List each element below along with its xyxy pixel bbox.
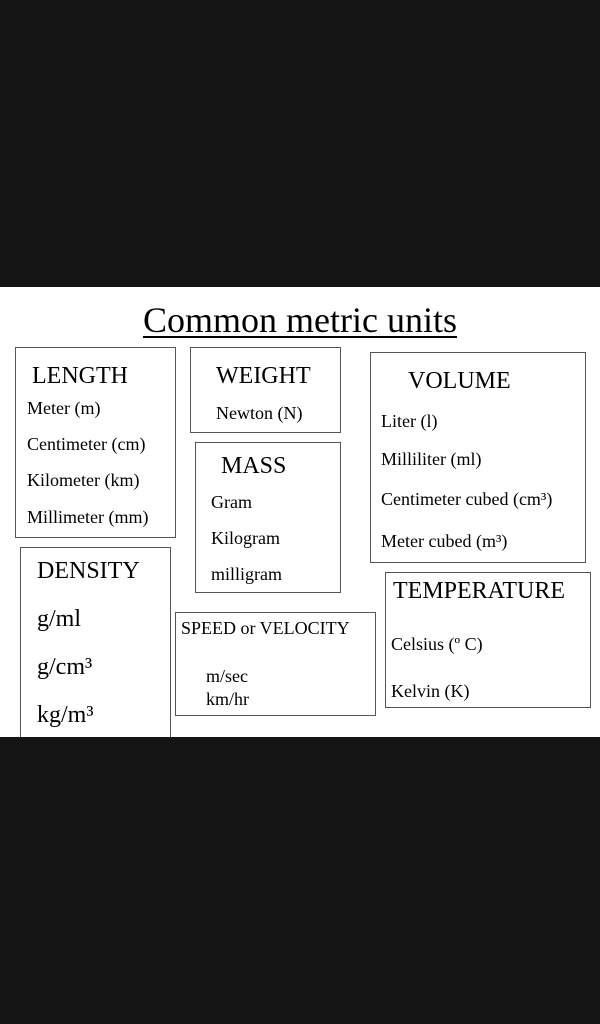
- mass-item: milligram: [211, 564, 282, 584]
- speed-item: m/sec: [206, 666, 248, 686]
- volume-item: Meter cubed (m³): [381, 531, 508, 551]
- length-heading: LENGTH: [32, 363, 128, 389]
- slide-title: Common metric units: [143, 300, 457, 340]
- slide: [0, 287, 600, 737]
- volume-box: [370, 352, 586, 563]
- mass-box: [195, 442, 341, 593]
- temperature-item: Kelvin (K): [391, 681, 470, 701]
- volume-heading: VOLUME: [408, 368, 511, 394]
- volume-item: Milliliter (ml): [381, 449, 482, 469]
- mass-item: Kilogram: [211, 528, 280, 548]
- volume-item: Liter (l): [381, 411, 438, 431]
- length-item: Meter (m): [27, 398, 101, 418]
- density-item: g/cm³: [37, 654, 93, 680]
- density-item: g/ml: [37, 606, 82, 632]
- temperature-heading: TEMPERATURE: [393, 578, 566, 604]
- length-item: Centimeter (cm): [27, 434, 146, 454]
- speed-box: [175, 612, 376, 716]
- weight-item: Newton (N): [216, 403, 303, 423]
- length-box: [15, 347, 176, 538]
- length-item: Millimeter (mm): [27, 507, 149, 527]
- length-item: Kilometer (km): [27, 470, 140, 490]
- weight-box: [190, 347, 341, 433]
- volume-item: Centimeter cubed (cm³): [381, 489, 553, 509]
- weight-heading: WEIGHT: [216, 363, 311, 389]
- density-item: kg/m³: [37, 702, 94, 728]
- temperature-box: [385, 572, 591, 708]
- temperature-item: Celsius (º C): [391, 634, 483, 654]
- density-heading: DENSITY: [37, 558, 140, 584]
- speed-item: km/hr: [206, 689, 249, 709]
- speed-heading: SPEED or VELOCITY: [181, 618, 350, 638]
- density-box: [20, 547, 171, 737]
- mass-heading: MASS: [221, 453, 287, 479]
- mass-item: Gram: [211, 492, 252, 512]
